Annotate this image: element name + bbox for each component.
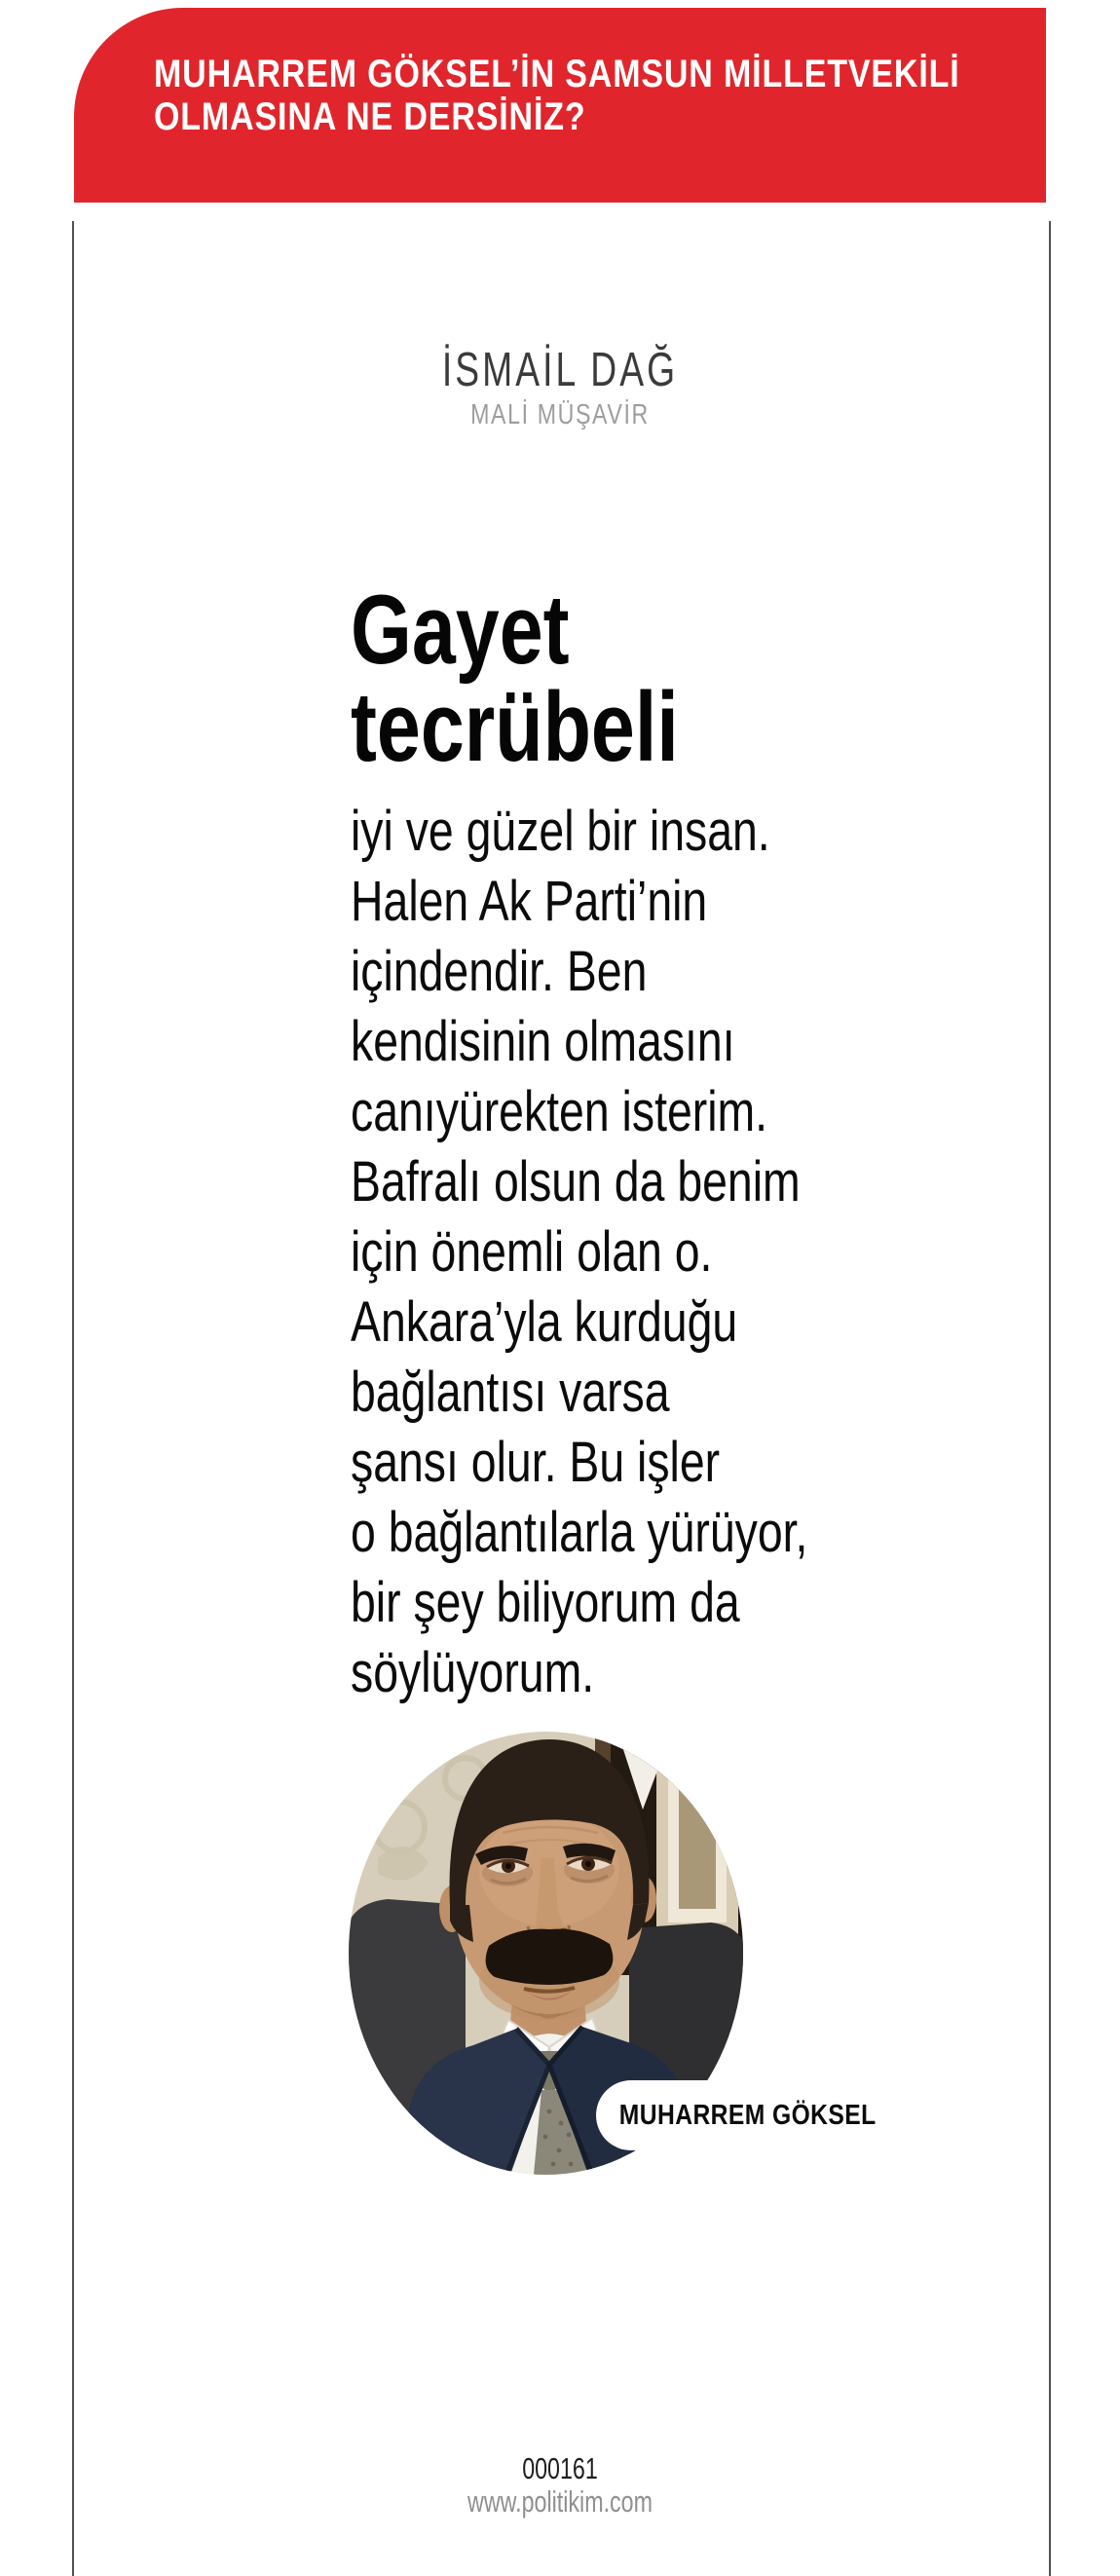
body-line: bir şey biliyorum da (351, 1571, 740, 1634)
question-line-2: OLMASINA NE DERSİNİZ? (154, 95, 586, 138)
photo-caption: MUHARREM GÖKSEL (618, 2099, 877, 2131)
body-line: için önemli olan o. (351, 1220, 713, 1284)
speaker-name: İSMAİL DAĞ (441, 344, 679, 396)
body-line: söylüyorum. (351, 1641, 595, 1704)
body-line: Bafralı olsun da benim (351, 1150, 801, 1213)
question-banner (74, 8, 1046, 203)
question-line-1: MUHARREM GÖKSEL’İN SAMSUN MİLLETVEKİLİ (154, 53, 960, 95)
right-border-line (1049, 221, 1051, 2576)
body-line: canıyürekten isterim. (351, 1080, 768, 1143)
body-line: Ankara’yla kurduğu (351, 1290, 738, 1354)
question-text (154, 53, 960, 138)
quote-body (351, 797, 807, 1708)
body-line: şansı olur. Bu işler (351, 1431, 721, 1494)
website-url: www.politikim.com (467, 2484, 653, 2519)
body-line: bağlantısı varsa (351, 1361, 670, 1424)
body-line: o bağlantılarla yürüyor, (351, 1501, 808, 1564)
body-line: kendisinin olmasını (351, 1010, 735, 1073)
quote-headline (351, 576, 679, 782)
speaker-title: MALİ MÜŞAVİR (470, 399, 650, 430)
body-line: içindendir. Ben (351, 940, 648, 1003)
left-border-line (72, 221, 74, 2576)
body-line: Halen Ak Parti’nin (351, 870, 708, 933)
headline-line-2: tecrübeli (351, 673, 679, 782)
issue-code: 000161 (522, 2451, 598, 2485)
photo-caption-pill (596, 2080, 917, 2150)
headline-line-1: Gayet (351, 576, 570, 685)
body-line: iyi ve güzel bir insan. (351, 800, 770, 863)
